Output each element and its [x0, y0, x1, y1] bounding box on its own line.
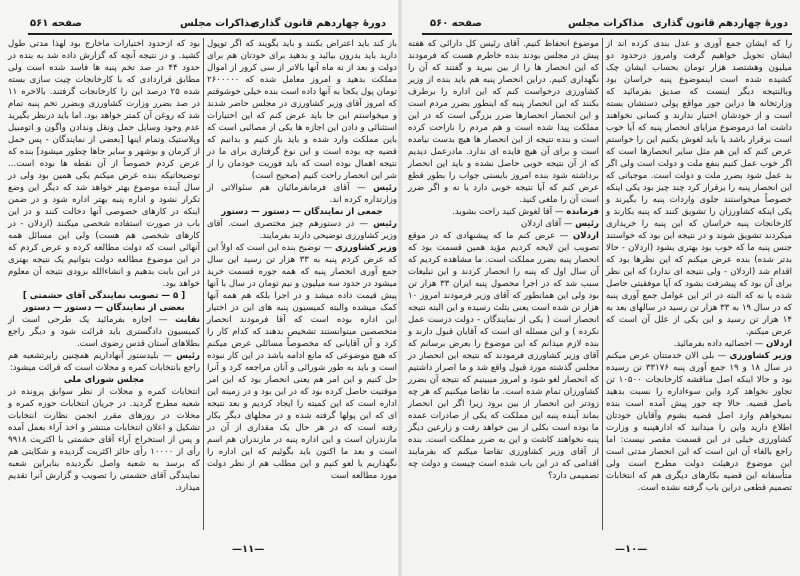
paragraph	[606, 38, 792, 338]
dash: —	[751, 339, 766, 349]
dash: —	[158, 351, 177, 361]
journal-title: مذاکرات مجلس	[180, 18, 257, 29]
speaker-name: فرمانده	[566, 207, 599, 217]
paragraph	[8, 314, 200, 350]
paragraph-text: توضیح بنده این است که اولاً این که عرض کردم پنبه به ۳۳ هزار تن رسید این سال جمع آوری انحصار پنبه که همه جوره قسمت خرید میشود در حدود سه میلیون و نیم تومان در سال با آنها پیش قیمت داده میشد و در اجرا بلکه هم همه آنها کمک میشده والبته کمیسیون پنبه های این در اختیار این اداره بوده است که آقا فرمودند انحصار متخصصین میتوانستند تشخیص بدهند که کدام کار را کرد و آن آقایانی که مخصوصاً مسائلی عرض میکنم که هیچ موضوعی که مانع ادامه باشد در این کار نبوده است و باید به طور شورائی و آنان مراجعه کرد و آنرا حل کنیم و این امر هم یعنی انحصار بود که این امر موقتیت حاصل کرده بود که در این بود و در زمینه این اداره است که این کمیته را ایجاد کردیم و بعد نتیجه ای که این پولها گرفته شده و در محلهای دیگر بکار رفته است که در هر حال یک مقداری از آن در مازندران است و این اداره پنبه در مازندران هم اسم است و بعد ما اکنون باید بگوئیم که این اداره را نگهداریم یا لغو کنیم و این مطلب هم از نظر دولت مورد مطالعه است	[207, 243, 397, 481]
speaker-name: وزیر کشاورزی	[729, 351, 793, 361]
paragraph-text: اجازه بفرمائید یک طرحی است از کمیسیون دادگستری باید قرائت شود و دیگر راجع بطلاهای آستان قدس رضوی است.	[8, 315, 200, 349]
footer-page-number: —۱۱—	[232, 544, 265, 555]
dash: —	[349, 183, 374, 193]
column-right	[207, 38, 397, 482]
paragraph	[207, 38, 397, 182]
paragraph-text: باز کند باید اعتراض بکنند و باید بگویند که اگر توپول دارید باید بدرون بیائید و بدهید برای خودتان هم برای دولت و بعد از نه ماه آنها بالاتر از سی کرور از اموال مملکت بدهید و امروز معامل شده که ۲۶۰۰۰۰۰ تومان پول یکجا به آنها داده است بنده خیلی خوشوقتم که امروز آقای وزیر کشاورزی در مجلس حاضر شدند و میخواستم این جا باید عرض کنم که این اختیارات استثنائی و دادن این اجازه ها یکی از مصائبی است که باین مملکت وارد شده و باید باز کنیم و بدانیم که قضیه چه بوده است و این نوع گرفتاری برای ما در نتیجه اهمال بوده است که باید فوریت خودمان را از شر این انحصار راحت کنیم (صحیح است)	[207, 39, 397, 181]
paragraph-text: آقای فرمانفرمائیان هم سئوالاتی از وزارتداره کرده اند.	[207, 183, 397, 205]
section-heading: [ ۵ — تصویب نمایندگی آقای حشمتی ]	[22, 291, 186, 301]
page-number: صفحه ۵۶۰	[430, 18, 482, 29]
footer-page-number: —۱۰—	[615, 544, 648, 555]
column-divider	[602, 38, 603, 530]
column-divider	[203, 38, 204, 530]
paragraph	[408, 218, 599, 230]
paragraph-text: بود که ازحدود اختیارات ماخارج بود لهذا مدتی طول کشید. و در نتیجه آنچه که گزارش داده شد به بنده در حدود ۴۴ در صد تخم پنبه ها فاسد شده است ولی مطابق قراردادی که با کارخانجات چیت سازی بسته شده ۲۵ درصد این را کارخانجات گرفتند. بالاخره ۱۱ در صد بضرر وزارت کشاورزی وبضرر تخم پنبه تمام شد که روغن آن کمتر خواهد بود. اما باید درنظر بگیرید عدم وجود وسایل حمل ونقل وندادن واگون و اتومبیل وپلاستیک وتمام اینها [بعضی از نمایندگان - پس حمل از کرمان و بوشهر و سایر جاها چطور میشود] بنده که عرض کردم خصوصاً از آن نقطه ها بوده است... توضیحاتیکه بنده عرض میکنم یکی همین بود ولی در سال آینده موضوع بهتر خواهد شد که دیگر این وضع تکرار نشود و اداره پنبه بهتر اداره شود و در ضمن اینکه در کارهای خصوصی آنها دخالت کنند و در این باب در صورت استفاده شخصی میکنند (اردلان - در کارهای شخصی هم هست) ولی این مسائل همه آنهائی است که دولت مطالعه کرده و عرض کردم که در این موضوع مطالعه دولت بتوانیم یک نتیجه بهتری در این بابت بدهیم و انشاءالله بزودی نتیجه آن معلوم خواهد بود.	[8, 39, 200, 289]
speaker-name: وزیر کشاورزی	[335, 243, 398, 253]
column-left	[408, 38, 599, 482]
paragraph	[8, 38, 200, 290]
paragraph	[207, 242, 397, 482]
paragraph-text: انتخابات کمره و محلات از نظر سوابق پرونده در شعبه مطرح گردید. در جریان انتخابات حوزه کمره و محلات در روزهای مقرر انجمن نظارت انتخابات تشکیل و اعلان انتخابات منتشر و اخذ آراء بعمل آمده و پس از استخراج آراء آقای حشمتی با اکثریت ۹۹۱۸ رأی از ۱۰۰۰۰ رأی حائز اکثریت گردیده و شکایتی هم که برسد به شعبه واصل نگردیده بنابراین شعبه نمایندگی آقای حشمتی را تصویب و گزارش آنرا تقدیم میدارد.	[8, 387, 201, 493]
header-rule	[28, 33, 392, 35]
paragraph-text: عرض کنم ما که پیشنهادی که در موقع تصویب این لایحه کردیم مؤید همین قسمت بود که انحصار پنبه بضرر مملکت است. ما مشاهده کردیم که آن سال اول که پنبه را انحصار کردند و این تبلیغات سبب شد که در اجرا محصول پنبه ایران ۳۳ هزار تن بود ولی این همانطور که آقای وزیر فرمودند امروز ۱۰ هزار تن شده است یعنی بثلث رسیده و این البته نتیجه انحصار است ( یکی از نمایندگان - دولت درست عمل نکرده ) و این مسئله ای است که آقایان قبول دارند و بنده لازم میدانم که این موضوع را بعرض برسانم که آقای وزیر کشاورزی فرمودند که نتیجه این انحصار در مجلس گذشته مورد قبول واقع شد و ما اصرار داشتیم که انحصار لغو شود و امروز میبینیم که نتیجه آن بضرر کشاورزان تمام شده است. ما تقاضا میکنیم که هر چه زودتر این انحصار از بین برود زیرا اگر این انحصار بماند آینده پنبه این مملکت که یکی از صادرات عمده ما بوده است بکلی از بین خواهد رفت و زارعین دیگر پنبه نخواهند کاشت و این به ضرر مملکت است. بنده از آقای وزیر کشاورزی تقاضا میکنم که بفرمایند اقدامی که در این باب شده است چیست و دولت چه تصمیمی دارد؟	[408, 231, 599, 481]
paragraph-text: بلی الان خدمتتان عرض میکنم در سال ۱۸ و ۱۹ جمع آوری پنبه ۳۳۱۷۶ تن رسیده بود و حالا اینکه اصل مناقشه کارخانجات ۱۰۵۰۰ تن تجاوز نخواهد کرد وابن سوءاداره را نسبت بدهید باصل قضیه. حالا چه جور پیش آمده است بنده نمیخواهم وارد اصل قضیه بشوم وآقایان خودتان اطلاع دارید واین را میدانید که ادارهپنبه و وزارت کشاورزی خیلی در این قسمت مقصر نیست: اما راجع بالغاء آن این است که این انحصار مدتی است این موضوع درهیئت دولت مطرح است ولی متأسفانه این قضیه بکارهای دیگری هم که انتخابات تصمیم قطعی دراین باب گرفته نشده است.	[606, 351, 792, 493]
dash: —	[555, 231, 573, 241]
paragraph-text: آقای اردلان	[520, 219, 562, 229]
paragraph	[606, 338, 792, 350]
session-header: دورهٔ چهاردهم قانون گذاری	[250, 18, 386, 29]
paragraph	[408, 206, 599, 218]
session-header: دورهٔ چهاردهم قانون گذاری	[652, 18, 788, 29]
right-page	[400, 0, 800, 576]
section-heading: جمعی از نمایندگان — دستور — دستور	[221, 207, 383, 217]
section-heading: بعضی از نمایندگان — دستور — دستور	[23, 303, 185, 313]
dash: —	[714, 351, 730, 361]
header-rule	[422, 33, 792, 35]
dash: —	[354, 219, 374, 229]
speaker-name: اردلان	[765, 339, 792, 349]
speaker-name: اردلان	[572, 231, 599, 241]
paragraph-text: احصائیه داده بفرمائید.	[673, 339, 752, 349]
speaker-name: نقابت	[175, 315, 200, 325]
journal-title: مذاکرات مجلس	[568, 18, 645, 29]
page-number: صفحه ۵۶۱	[30, 18, 82, 29]
paragraph	[8, 386, 200, 494]
dash: —	[561, 219, 576, 229]
page-gutter	[398, 0, 402, 576]
paragraph-text: موضوع انحفاظ کنیم. آقای رئیس کل دارائی که هفته پیش در مجلس بودند بنده خاطرم هست که فرمودند که این انحصار ها را از بین ببرید و گفتند که آن را نگهداری کنیم. دراین انحصار پنبه هم باید بنده از وزیر کشاورزی درخواست کنم که این اداره را برطرف بکنند که این انحصار پنبه که اینطور بضرر مردم است و این انحصار انحصارها ضرر بزرگی است که در این مملکت پیدا شده است و هم مردم را ناراحت کرده است و بنده نتیجه از این انحصار ها هیچ بدست نیامده است و برای آن هیچ فایده ای ندارد. مادرعمل دیدیم که از آن نتیجه خوبی حاصل نشده و باید این انحصار برداشته شود بنده امروز بایستی جواب را بطور قطع عرض کنم که آیا نتیجه خوبی دارد یا نه و اگر ضرر است آن را ملغی کنید.	[408, 39, 599, 205]
column-right	[606, 38, 792, 494]
paragraph	[8, 350, 200, 374]
dash: —	[320, 243, 336, 253]
paragraph	[606, 350, 792, 494]
section-heading: مجلس شورای ملی	[63, 375, 145, 385]
paragraph-text: در دستورهم چیز مختصری است. آقای وزیر کشاورزی توضیحی دارند بفرمایند.	[207, 219, 397, 241]
paragraph-text: بلیدستور آنهاداریم همچنین رایرتشعبه هم راجع بانتخابات کمره و محلات است که قرائت میشود:	[8, 351, 200, 373]
column-left	[8, 38, 200, 494]
speaker-name: رئیس	[373, 219, 397, 229]
paragraph	[207, 182, 397, 206]
speaker-name: رئیس	[575, 219, 599, 229]
paragraph-text: را که ایشان جمع آوری و عدل بندی کرده اند از ایشان تحویل خواهیم گرفت وامروز درحدود دو میلیون وهشتصد هزار تومان بحساب ایشان چک کشیده شده است اینموضوع پنبه خراسان بود وبالنتیجه دیگر اینست که صدیق بفرمائید که وزارتخانه ها دراین جور مواقع پولی دستشان بسته است و از خودشان اختیار ندارند و کسانی نخواهند داشت اما درموضوع مزایای انحصار پنبه که آیا خوب است برقرار باشد یا باید لغوش بکنیم این را خواستم عرض کنم که این هم مثل سایر انحصارها است که اگر خوب عمل کنیم بنفع ملت و دولت است ولی اگر بد عمل شود بضرر ملت و دولت است. موجباتی که این انحصار پنبه را برقرار کرد چند چیز بود یکی اینکه خصوصاً میخواستند جلوی واردات پنبه را بگیرند و یکی اینکه کشاورزان را تشویق کنند که پنبه بکارند و کارخانجات پنبه خراسان که این پنبه را خریداری میکردند تشویق شوند و در نتیجه این بود که خواستند جنس پنبه ما که خوب بود بهتری بشود (اردلان - حالا بدتر شده) بنده عرض میکنم که این نظرها بود که اقدام شد (اردلان - ولی نتیجه ای ندارد) که این نظر برای آن بود که پیشرفت بشود که آیا موفقیتی حاصل شده یا نه که البته در اثر این عوامل جمع آوری پنبه که در سال ۱۹ به ۳۳ هزار تن رسید در سالهای بعد به ۱۴ هزار تن رسید و این یکی از علل آن است که عرض میکنم.	[606, 39, 792, 337]
dash: —	[552, 207, 567, 217]
paragraph	[408, 230, 599, 482]
speaker-name: رئیس	[373, 183, 397, 193]
dash: —	[151, 315, 176, 325]
paragraph	[408, 38, 599, 206]
speaker-name: رئیس	[176, 351, 200, 361]
paragraph	[207, 218, 397, 242]
paragraph-text: آقا لغوش کنید راحت بشوید.	[452, 207, 553, 217]
